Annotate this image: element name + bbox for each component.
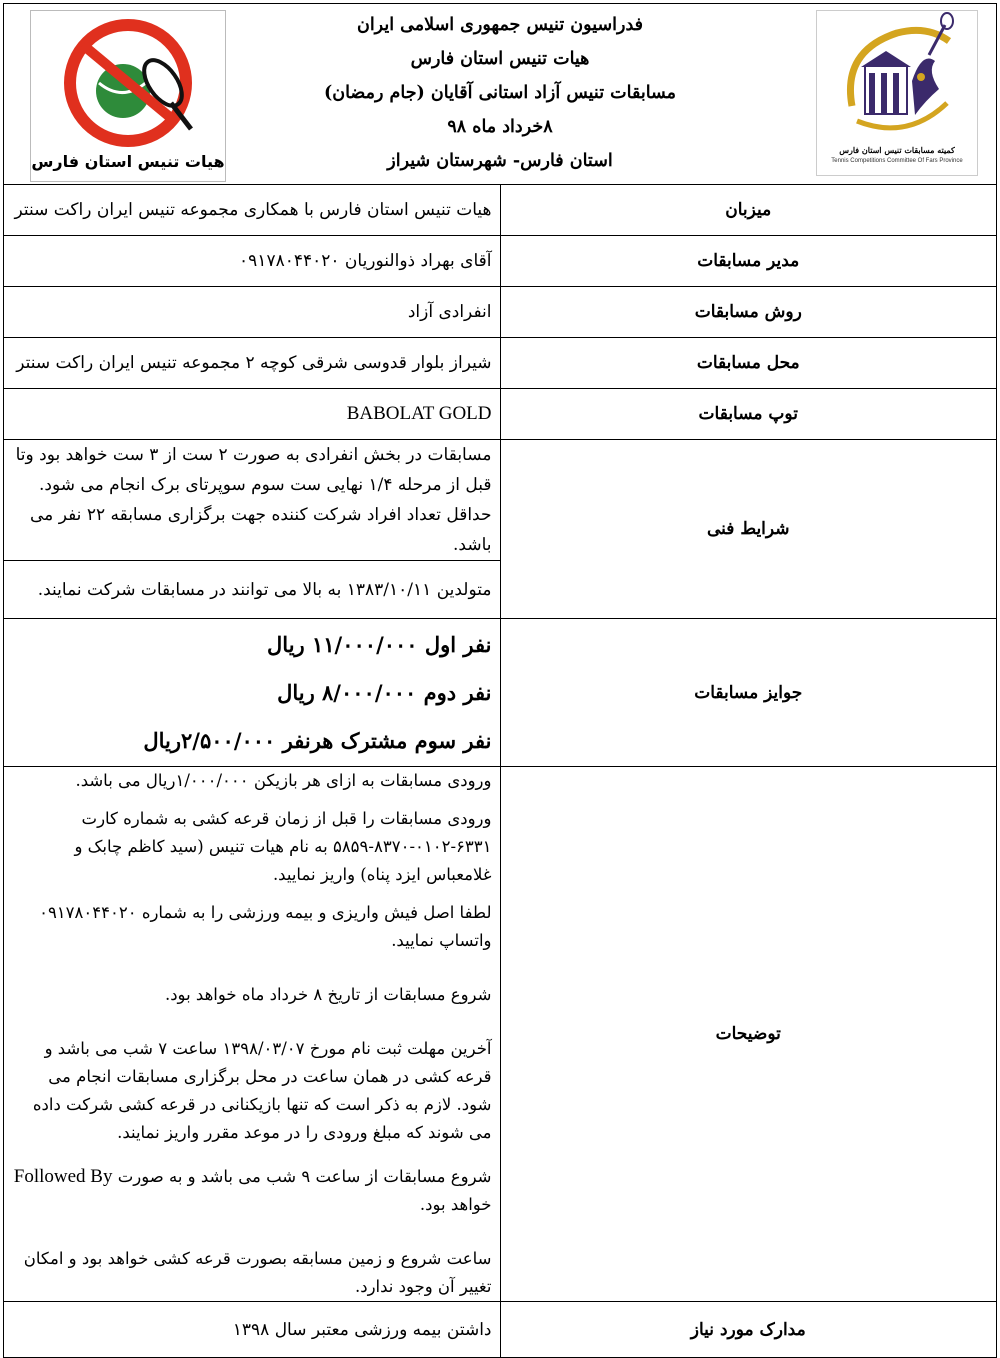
note-court: ساعت شروع و زمین مسابقه بصورت قرعه کشی خواهد بود و امکان تغییر آن وجود ندارد. bbox=[23, 1249, 492, 1296]
note-payment: ورودی مسابقات را قبل از زمان قرعه کشی به شماره کارت ۶۳۳۱-۰۱۰۲-۸۳۷۰-۵۸۵۹ به نام هیات تنیس (سید کاظم چابک و غلامعباس ایزد پناه) واریز نمایید. bbox=[74, 809, 492, 884]
row-notes bbox=[4, 767, 997, 1302]
header-title-block bbox=[224, 8, 776, 178]
label-host: میزبان bbox=[500, 185, 997, 236]
header-line-federation: فدراسیون تنیس جمهوری اسلامی ایران bbox=[356, 15, 644, 35]
header-line-date: ۸خرداد ماه ۹۸ bbox=[447, 117, 553, 137]
row-technical-1 bbox=[4, 440, 997, 561]
tennis-board-logo-text: هیات تنیس استان فارس bbox=[31, 152, 225, 171]
note-entry-fee: ورودی مسابقات به ازای هر بازیکن ۱/۰۰۰/۰۰۰ریال می باشد. bbox=[75, 771, 492, 790]
note-start-time-pre: شروع مسابقات از ساعت ۹ شب می باشد و به صورت bbox=[117, 1167, 492, 1186]
header-row bbox=[4, 4, 997, 185]
label-director: مدیر مسابقات bbox=[500, 236, 997, 287]
note-start-time-latin: Followed By bbox=[13, 1166, 113, 1187]
prize-third: نفر سوم مشترک هرنفر ۲/۵۰۰/۰۰۰ریال bbox=[143, 727, 492, 753]
label-prizes: جوایز مسابقات bbox=[500, 619, 997, 767]
header-line-board: هیات تنیس استان فارس bbox=[410, 49, 590, 69]
note-deadline: آخرین مهلت ثبت نام مورخ ۱۳۹۸/۰۳/۰۷ ساعت ۷ شب می باشد و قرعه کشی در همان ساعت در محل برگزاری مسابقات انجام می شود. لازم به ذکر است که تنها بازیکنانی در قرعه کشی شرکت داده می شوند که مبلغ ورودی را در موعد مقرر واریز نمایند. bbox=[32, 1039, 492, 1142]
label-technical: شرایط فنی bbox=[500, 440, 997, 619]
value-method: انفرادی آزاد bbox=[4, 287, 501, 338]
value-host: هیات تنیس استان فارس با همکاری مجموعه تنیس ایران راکت سنتر bbox=[4, 185, 501, 236]
row-venue bbox=[4, 338, 997, 389]
note-start-date: شروع مسابقات از تاریخ ۸ خرداد ماه خواهد بود. bbox=[164, 985, 492, 1004]
committee-logo-subtext: Tennis Competitions Committee Of Fars Province bbox=[831, 158, 963, 164]
value-technical-para2: متولدین ۱۳۸۳/۱۰/۱۱ به بالا می توانند در مسابقات شرکت نمایند. bbox=[4, 561, 501, 619]
prize-first: نفر اول ۱۱/۰۰۰/۰۰۰ ریال bbox=[267, 631, 492, 657]
row-prizes bbox=[4, 619, 997, 767]
value-notes bbox=[4, 767, 501, 1302]
note-whatsapp: لطفا اصل فیش واریزی و بیمه ورزشی را به شماره ۰۹۱۷۸۰۴۴۰۲۰ واتساپ نمایید. bbox=[39, 903, 492, 950]
header-line-location: استان فارس- شهرستان شیراز bbox=[387, 151, 613, 171]
value-prizes bbox=[4, 619, 501, 767]
value-ball: BABOLAT GOLD bbox=[4, 389, 501, 440]
label-venue: محل مسابقات bbox=[500, 338, 997, 389]
value-director: آقای بهراد ذوالنوریان ۰۹۱۷۸۰۴۴۰۲۰ bbox=[4, 236, 501, 287]
committee-logo bbox=[816, 10, 978, 176]
row-host bbox=[4, 185, 997, 236]
row-method bbox=[4, 287, 997, 338]
value-documents: داشتن بیمه ورزشی معتبر سال ۱۳۹۸ bbox=[4, 1302, 501, 1358]
prize-second: نفر دوم ۸/۰۰۰/۰۰۰ ریال bbox=[277, 679, 492, 705]
label-method: روش مسابقات bbox=[500, 287, 997, 338]
header-line-tournament: مسابقات تنیس آزاد استانی آقایان (جام رمضان) bbox=[323, 83, 677, 103]
row-ball bbox=[4, 389, 997, 440]
label-notes: توضیحات bbox=[500, 767, 997, 1302]
tennis-board-logo bbox=[30, 10, 226, 182]
note-start-time bbox=[12, 1163, 492, 1219]
competition-info-table bbox=[3, 3, 997, 1358]
row-documents bbox=[4, 1302, 997, 1358]
label-documents: مدارک مورد نیاز bbox=[500, 1302, 997, 1358]
committee-logo-icon bbox=[817, 11, 977, 145]
note-start-time-post: خواهد بود. bbox=[419, 1195, 492, 1214]
value-venue: شیراز بلوار قدوسی شرقی کوچه ۲ مجموعه تنیس ایران راکت سنتر bbox=[4, 338, 501, 389]
committee-logo-text: کمیته مسابقات تنیس استان فارس bbox=[839, 145, 955, 155]
value-technical-para1: مسابقات در بخش انفرادی به صورت ۲ ست از ۳ ست خواهد بود وتا قبل از مرحله ۱/۴ نهایی ست سوم سوپرتای برک انجام می شود. حداقل تعداد افراد شرکت کننده جهت برگزاری مسابقه ۲۲ نفر می باشد. bbox=[4, 440, 501, 561]
label-ball: توپ مسابقات bbox=[500, 389, 997, 440]
tennis-board-logo-icon bbox=[31, 11, 225, 151]
row-director bbox=[4, 236, 997, 287]
